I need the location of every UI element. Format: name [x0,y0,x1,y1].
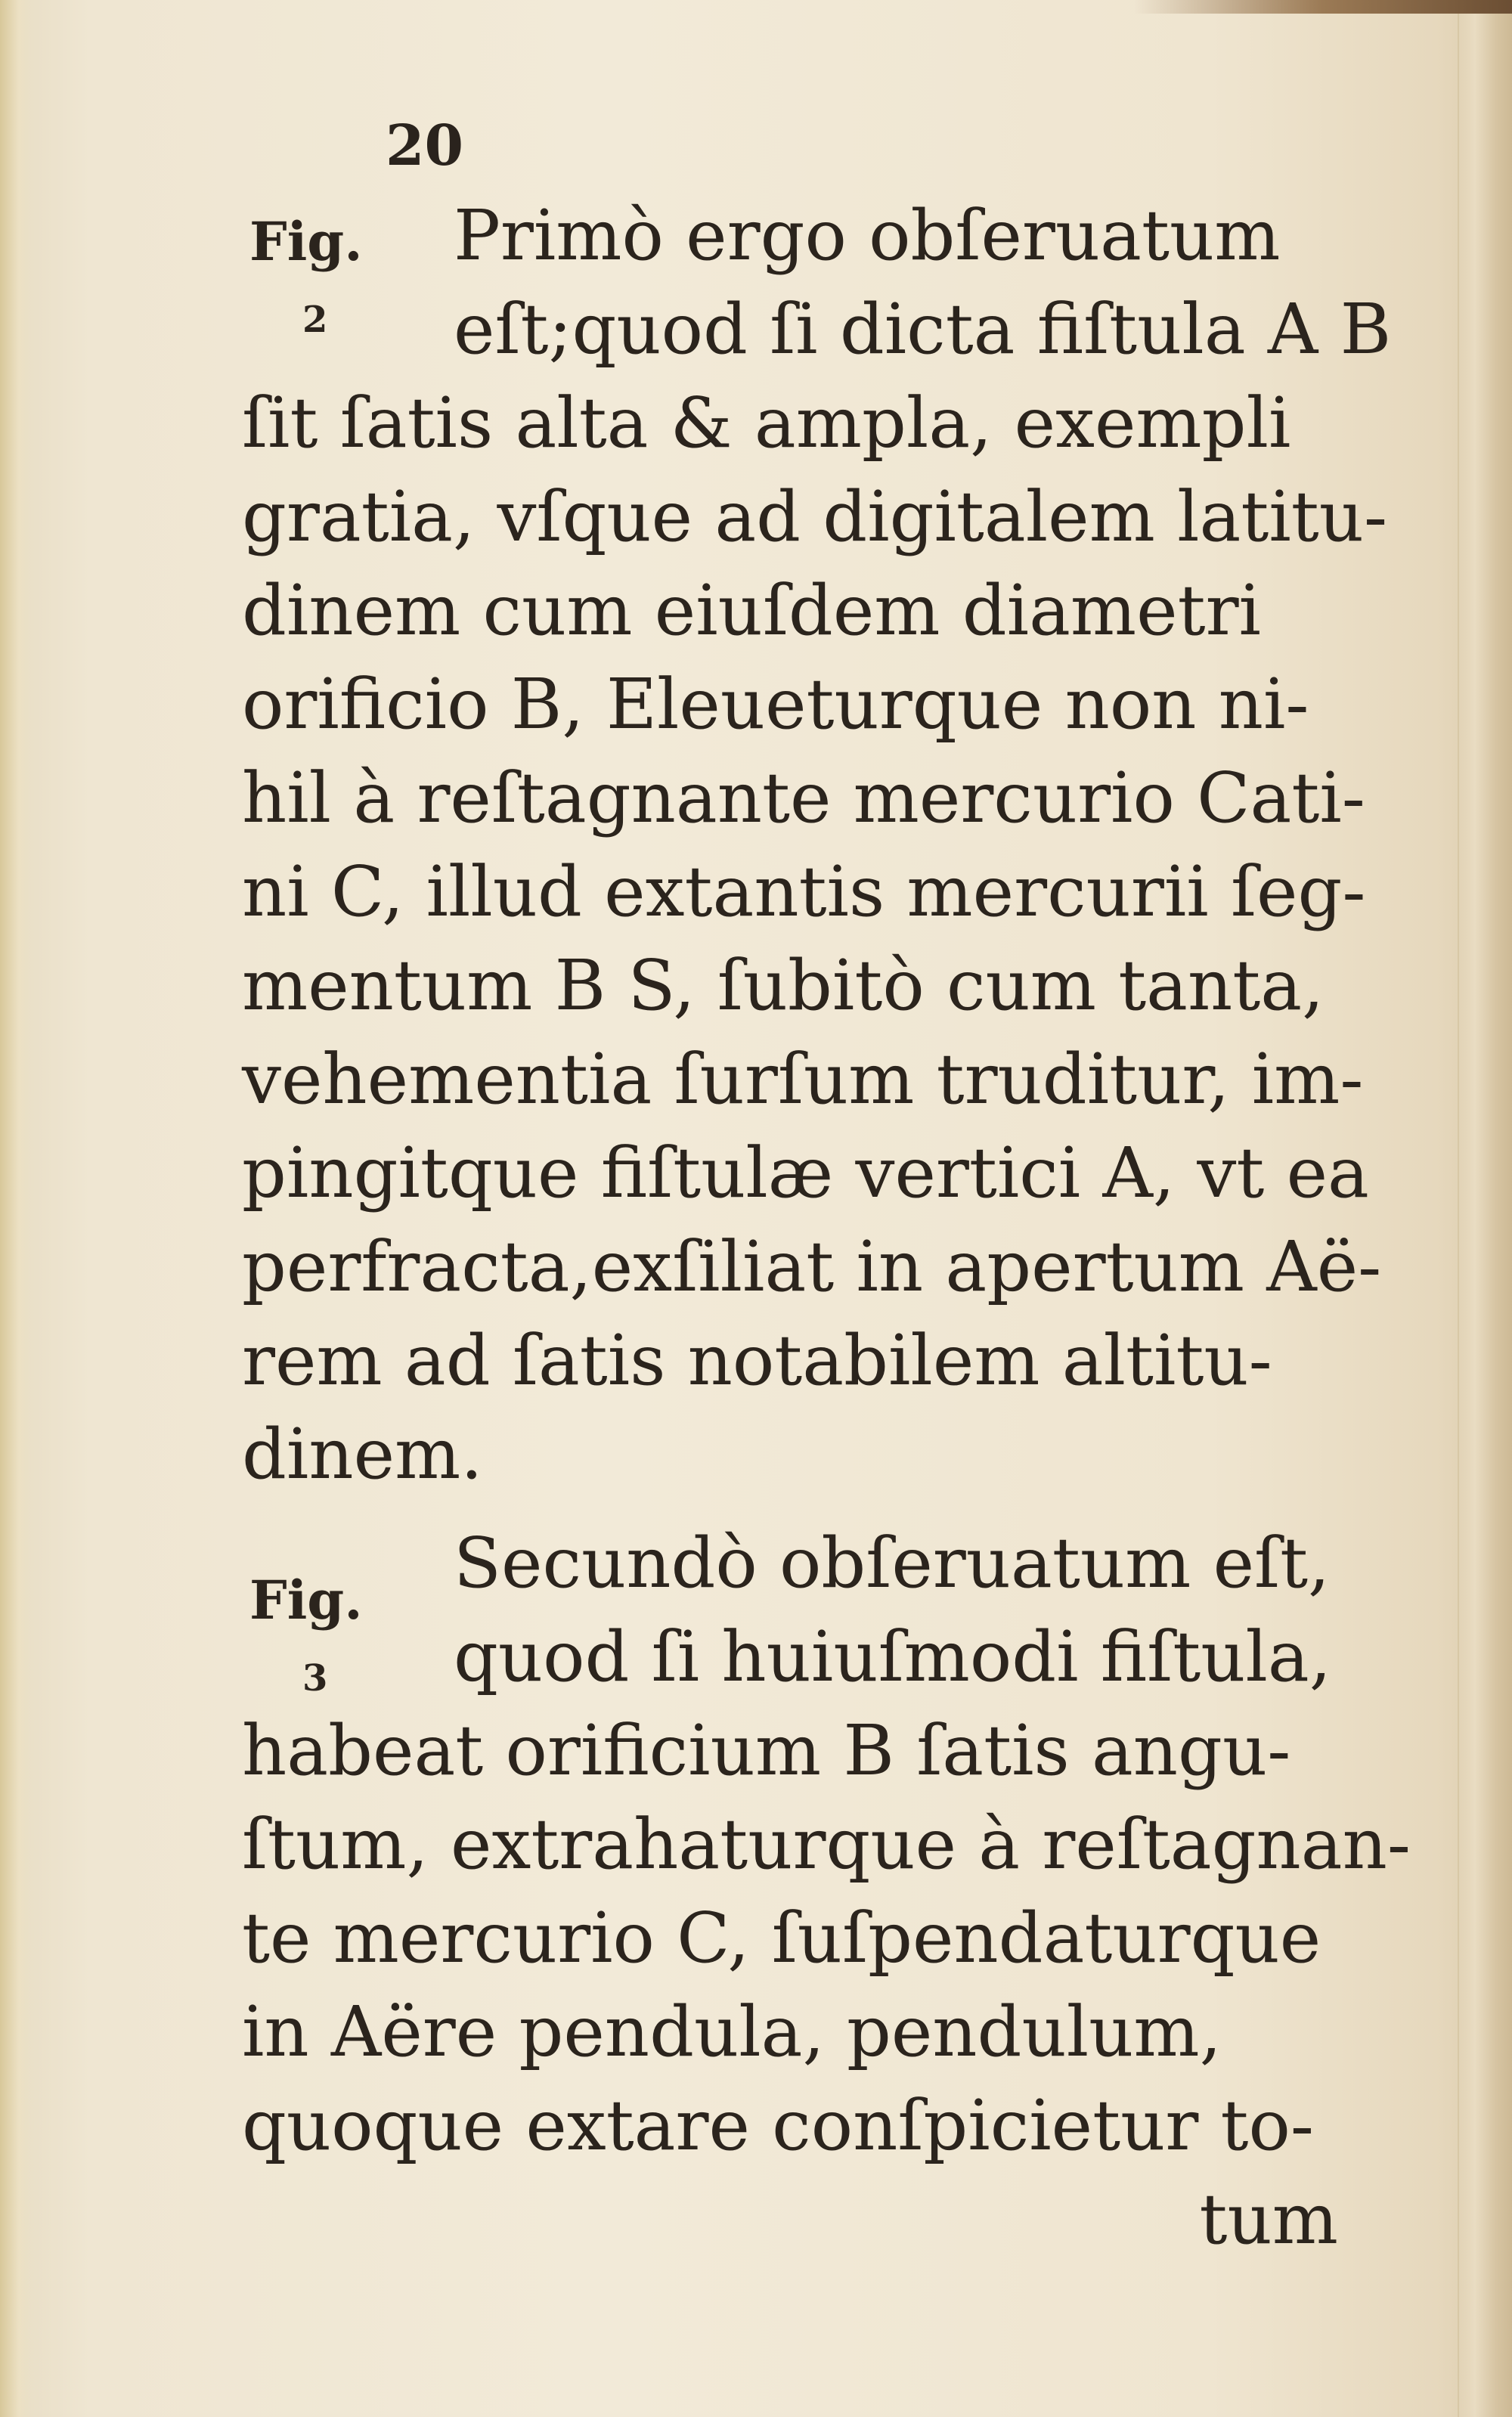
text-line: Primò ergo obſeruatum [454,195,1281,276]
text-line: mentum B S, ſubitò cum tanta, [242,945,1325,1026]
text-line: quod ſi huiuſmodi fiſtula, [454,1616,1331,1697]
text-line: quoque extare conſpicietur to- [242,2085,1315,2166]
text-line: habeat orificium B ſatis angu- [242,1710,1291,1791]
page-edge [1458,0,1512,2417]
text-line: vehementia ſurſum truditur, im- [242,1039,1364,1120]
text-line: orificio B, Eleueturque non ni- [242,664,1309,745]
text-line: in Aëre pendula, pendulum, [242,1991,1222,2072]
text-line: ſit ſatis alta & ampla, exempli [242,383,1291,463]
text-line: ſtum, extrahaturque à reſtagnan- [242,1804,1411,1885]
text-line: pingitque fiſtulæ vertici A, vt ea [242,1133,1369,1213]
text-line: eſt;quod ſi dicta fiſtula A B [454,289,1392,370]
figure-label-1: Fig. [249,210,363,273]
main-text [242,189,1411,2267]
text-line: ni C, illud extantis mercurii ſeg- [242,851,1366,932]
page-gutter [0,0,32,2417]
text-line: gratia, vſque ad digitalem latitu- [242,476,1388,557]
page-number: 20 [386,113,463,178]
text-line: dinem. [242,1414,483,1495]
figure-label-2: Fig. [249,1569,363,1631]
text-line: rem ad ſatis notabilem altitu- [242,1320,1272,1401]
text-line: perfracta,exſiliat in apertum Aë- [242,1226,1382,1307]
figure-number-1: 2 [302,299,328,341]
text-line: te mercurio C, ſuſpendaturque [242,1898,1321,1979]
catchword: tum [1199,2179,1338,2260]
text-line: Secundò obſeruatum eſt, [454,1523,1331,1604]
text-line: dinem cum eiuſdem diametri [242,570,1261,651]
figure-number-2: 3 [302,1657,328,1700]
text-line: hil à reſtagnante mercurio Cati- [242,758,1365,838]
page-shadow [1134,0,1512,14]
